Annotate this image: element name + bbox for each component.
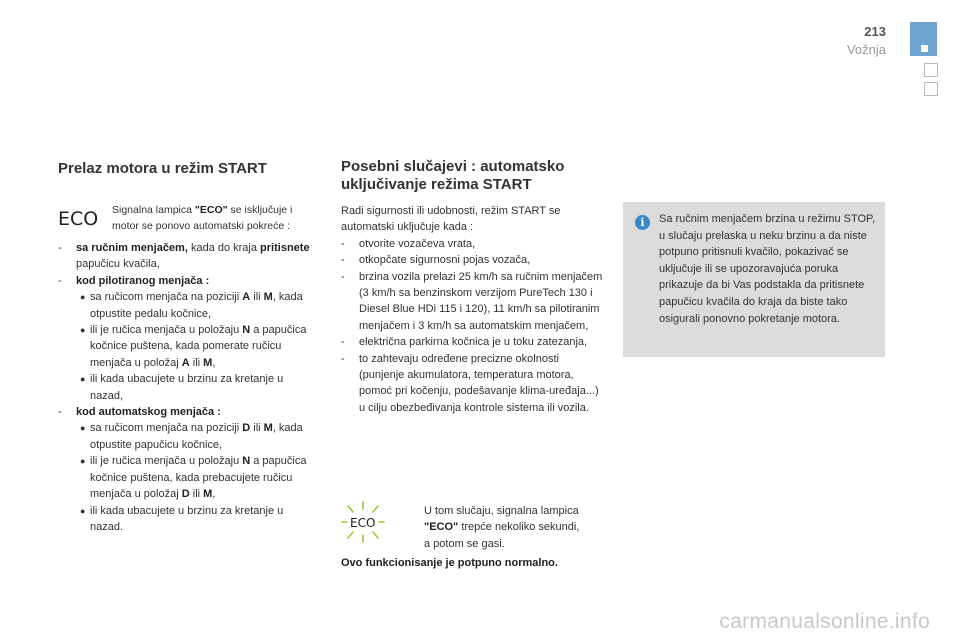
list-item: - otvorite vozačeva vrata,	[341, 237, 476, 250]
list-item: ● ili je ručica menjača u položaju N a papučica kočnice puštena, kada prebacujete ručicu menjača u položaj D ili M,	[80, 455, 307, 501]
list-item: - to zahtevaju određene precizne okolnosti (punjenje akumulatora, temperatura motora, pomoć pri kočenju, podešavanje klima-uređaja...) u cilju obezbeđivanja kontrole sistema ili vozila.	[341, 352, 599, 414]
left-section-title: Prelaz motora u režim START	[58, 160, 267, 177]
list-item: - električna parkirna kočnica je u toku zatezanja,	[341, 336, 588, 349]
info-icon: i	[635, 215, 650, 230]
middle-section-title: Posebni slučajevi : automatsko uključivanje režima START	[341, 158, 565, 193]
info-box	[623, 202, 885, 357]
eco-off-note: Signalna lampica "ECO" se isključuje i motor se ponovo automatski pokreće :	[112, 204, 293, 232]
section-tab-active	[910, 22, 937, 56]
left-list	[58, 240, 316, 535]
list-item: ● ili kada ubacujete u brzinu za kretanje u nazad,	[80, 373, 284, 402]
eco-icon-label: ECO	[58, 208, 99, 230]
section-name: Vožnja	[846, 42, 886, 57]
eco-flash-note: U tom slučaju, signalna lampica "ECO" trepće nekoliko sekundi, a potom se gasi.	[424, 505, 580, 550]
eco-flashing-icon	[340, 498, 386, 546]
normal-operation-note: Ovo funkcionisanje je potpuno normalno.	[341, 557, 558, 569]
tab-marker	[921, 45, 928, 52]
list-item: - sa ručnim menjačem, kada do kraja pritisnete papučicu kvačila,	[58, 242, 310, 271]
section-tab-box	[924, 63, 938, 77]
eco-indicator-icon	[56, 205, 102, 231]
page-number: 213	[864, 24, 886, 39]
watermark: carmanualsonline.info	[719, 610, 930, 633]
list-item: - brzina vozila prelazi 25 km/h sa ručnim menjačem (3 km/h sa benzinskom verzijom PureTech 130 i Diesel Blue HDi 115 i 120), 11 km/h sa pilotiranim menjačem i 3 km/h sa automatskim menjačem,	[341, 270, 603, 332]
list-item: - otkopčate sigurnosni pojas vozača,	[341, 254, 531, 267]
middle-intro: Radi sigurnosti ili udobnosti, režim START se automatski uključuje kada :	[341, 205, 561, 234]
middle-list	[341, 203, 603, 416]
list-item: ● ili je ručica menjača u položaju N a papučica kočnice puštena, kada pomerate ručicu menjača u položaj A ili M,	[80, 324, 307, 369]
eco-icon-label: ECO	[350, 516, 376, 530]
list-item: - kod pilotiranog menjača :	[58, 274, 210, 287]
list-item: - kod automatskog menjača :	[58, 406, 221, 419]
list-item: ● ili kada ubacujete u brzinu za kretanje u nazad.	[80, 504, 284, 533]
section-tab-box	[924, 82, 938, 96]
list-item: ● sa ručicom menjača na poziciji D ili M, kada otpustite papučicu kočnice,	[80, 422, 303, 451]
list-item: ● sa ručicom menjača na poziciji A ili M, kada otpustite pedalu kočnice,	[80, 291, 303, 320]
info-text: Sa ručnim menjačem brzina u režimu STOP, u slučaju prelaska u neku brzinu a da niste potpuno pritisnuli kvačilo, pokazivač se uključuje ili se upozoravajuća poruka prikazuje da bi Vas podstakla da pritisnete papučicu kvačila do kraja da biste tako osigurali ponovno pokretanje motora.	[659, 213, 876, 325]
